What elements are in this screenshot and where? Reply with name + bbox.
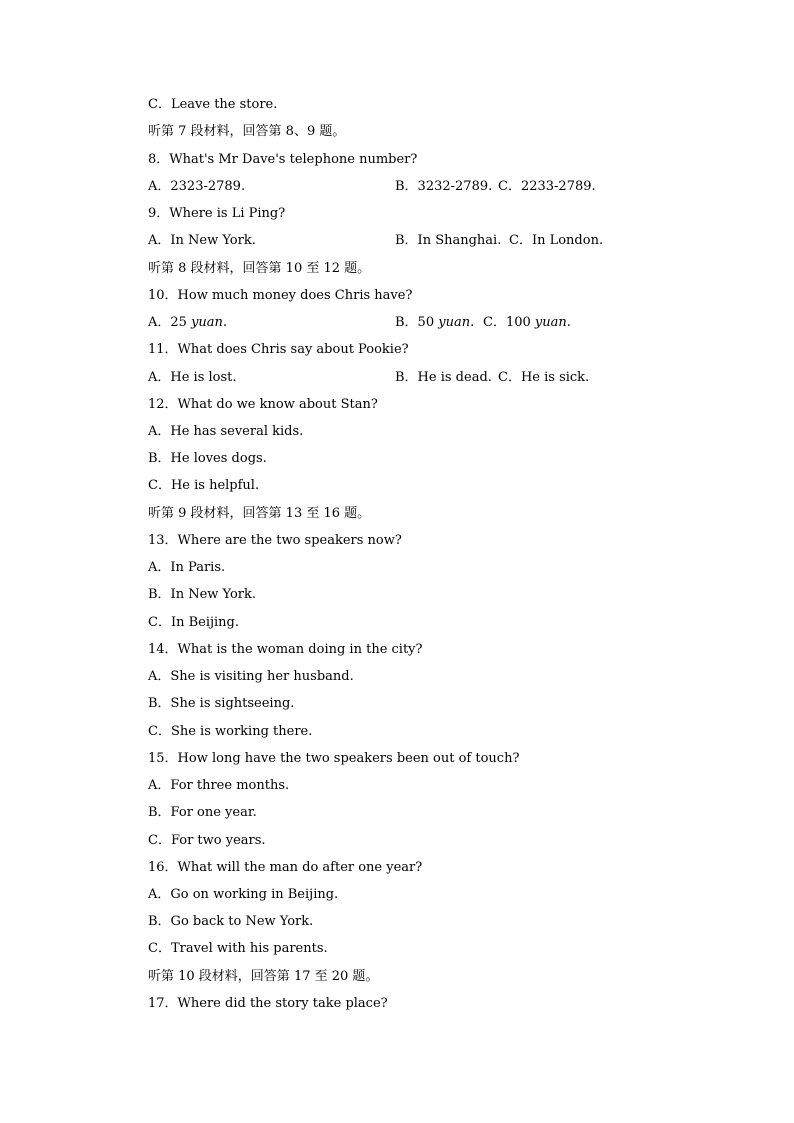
- option-line: A．In Paris.: [148, 560, 226, 575]
- question-line: 8．What's Mr Dave's telephone number?: [148, 152, 418, 167]
- question-line: 13．Where are the two speakers now?: [148, 533, 402, 548]
- question-line: 15．How long have the two speakers been out of touch?: [148, 751, 520, 766]
- option-c: C．In London.: [509, 233, 604, 248]
- option-b: B．In Shanghai.: [395, 233, 502, 248]
- option-a: A．25 yuan.: [148, 315, 228, 330]
- option-b: B．He is dead.: [395, 370, 492, 385]
- option-line: C．She is working there.: [148, 724, 313, 739]
- section-heading: 听第 7 段材料，回答第 8、9 题。: [148, 124, 346, 139]
- option-line: C．He is helpful.: [148, 478, 260, 493]
- option-line: A．He has several kids.: [148, 424, 304, 439]
- option-line: C．For two years.: [148, 833, 266, 848]
- option-a: A．He is lost.: [148, 370, 237, 385]
- option-b: B．50 yuan.: [395, 315, 475, 330]
- option-b: B．3232-2789.: [395, 179, 493, 194]
- option-line: B．She is sightseeing.: [148, 696, 295, 711]
- section-heading: 听第 8 段材料，回答第 10 至 12 题。: [148, 261, 371, 276]
- option-line: B．He loves dogs.: [148, 451, 267, 466]
- question-line: 10．How much money does Chris have?: [148, 288, 413, 303]
- option-a: A．In New York.: [148, 233, 256, 248]
- question-line: 12．What do we know about Stan?: [148, 397, 378, 412]
- question-line: 11．What does Chris say about Pookie?: [148, 342, 409, 357]
- question-line: 17．Where did the story take place?: [148, 996, 388, 1011]
- option-line: B．In New York.: [148, 587, 257, 602]
- section-heading: 听第 10 段材料，回答第 17 至 20 题。: [148, 969, 379, 984]
- option-c: C．He is sick.: [498, 370, 590, 385]
- option-line: B．Go back to New York.: [148, 914, 314, 929]
- section-heading: 听第 9 段材料，回答第 13 至 16 题。: [148, 506, 371, 521]
- option-c: C．100 yuan.: [483, 315, 571, 330]
- option-line: C．Leave the store.: [148, 97, 278, 112]
- option-line: A．For three months.: [148, 778, 290, 793]
- option-line: A．She is visiting her husband.: [148, 669, 354, 684]
- option-row: [148, 369, 590, 387]
- option-line: C．Travel with his parents.: [148, 941, 328, 956]
- question-line: 14．What is the woman doing in the city?: [148, 642, 423, 657]
- option-line: B．For one year.: [148, 805, 257, 820]
- option-c: C．2233-2789.: [498, 179, 596, 194]
- option-line: C．In Beijing.: [148, 615, 240, 630]
- question-line: 16．What will the man do after one year?: [148, 860, 423, 875]
- question-line: 9．Where is Li Ping?: [148, 206, 286, 221]
- option-row: [148, 232, 604, 250]
- option-row: [148, 314, 571, 332]
- option-a: A．2323-2789.: [148, 179, 246, 194]
- option-row: [148, 178, 596, 196]
- option-line: A．Go on working in Beijing.: [148, 887, 339, 902]
